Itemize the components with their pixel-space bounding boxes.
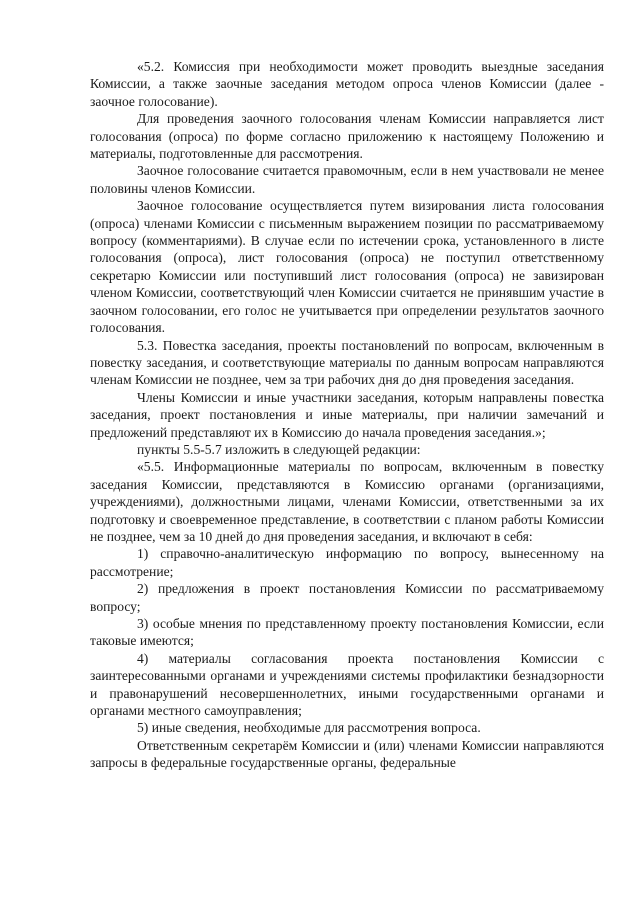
- list-item-4: 4) материалы согласования проекта постановления Комиссии с заинтересованными органами и учреждениями системы профилактики безнадзорности и правонарушений несовершеннолетних, иными государственными органами и органами местного самоуправления;: [90, 650, 604, 719]
- paragraph-5-2: «5.2. Комиссия при необходимости может проводить выездные заседания Комиссии, а также заочные заседания методом опроса членов Комиссии (далее - заочное голосование).: [90, 59, 604, 109]
- paragraph-members-remarks: Члены Комиссии и иные участники заседания, которым направлены повестка заседания, проект постановления и иные материалы, при наличии замечаний и предложений представляют их в Комиссию до начала проведения заседания.»;: [90, 389, 604, 440]
- list-item-3: 3) особые мнения по представленному проекту постановления Комиссии, если таковые имеются;: [90, 616, 604, 649]
- paragraph-amendment-intro: пункты 5.5-5.7 изложить в следующей редакции:: [137, 441, 421, 457]
- list-item-1: 1) справочно-аналитическую информацию по вопросу, вынесенному на рассмотрение;: [90, 546, 604, 579]
- document-page: [90, 58, 604, 772]
- paragraph-visa-procedure: Заочное голосование осуществляется путем визирования листа голосования (опроса) членами Комиссии с письменным выражением позиции по рассматриваемому вопросу (комментариями). В случае если по истечении срока, установленного в листе голосования (опроса), лист голосования (опроса) не поступил ответственному секретарю Комиссии или поступивший лист голосования (опроса) не завизирован членом Комиссии, соответствующий член Комиссии считается не принявшим участие в заочном голосовании, его голос не учитывается при определении результатов заочного голосования.: [90, 198, 604, 336]
- paragraph-requests: Ответственным секретарём Комиссии и (или) членами Комиссии направляются запросы в федеральные государственные органы, федеральные: [90, 737, 604, 771]
- paragraph-voting-sheet: Для проведения заочного голосования членам Комиссии направляется лист голосования (опроса) по форме согласно приложению к настоящему Положению и материалы, подготовленные для рассмотрения.: [90, 111, 604, 162]
- list-item-5: 5) иные сведения, необходимые для рассмотрения вопроса.: [137, 720, 481, 736]
- paragraph-quorum: Заочное голосование считается правомочным, если в нем участвовали не менее половины членов Комиссии.: [90, 163, 604, 196]
- paragraph-5-3: 5.3. Повестка заседания, проекты постановлений по вопросам, включенным в повестку заседания, и соответствующие материалы по данным вопросам направляются членам Комиссии не позднее, чем за три рабочих дня до дня проведения заседания.: [90, 337, 604, 388]
- paragraph-5-5: «5.5. Информационные материалы по вопросам, включенным в повестку заседания Комиссии, представляются в Комиссию органами (организациями, учреждениями), должностными лицами, членами Комиссии, ответственными за их подготовку и своевременное представление, в соответствии с планом работы Комиссии не позднее, чем за 10 дней до дня проведения заседания, и включают в себя:: [90, 459, 604, 544]
- list-item-2: 2) предложения в проект постановления Комиссии по рассматриваемому вопросу;: [90, 581, 604, 614]
